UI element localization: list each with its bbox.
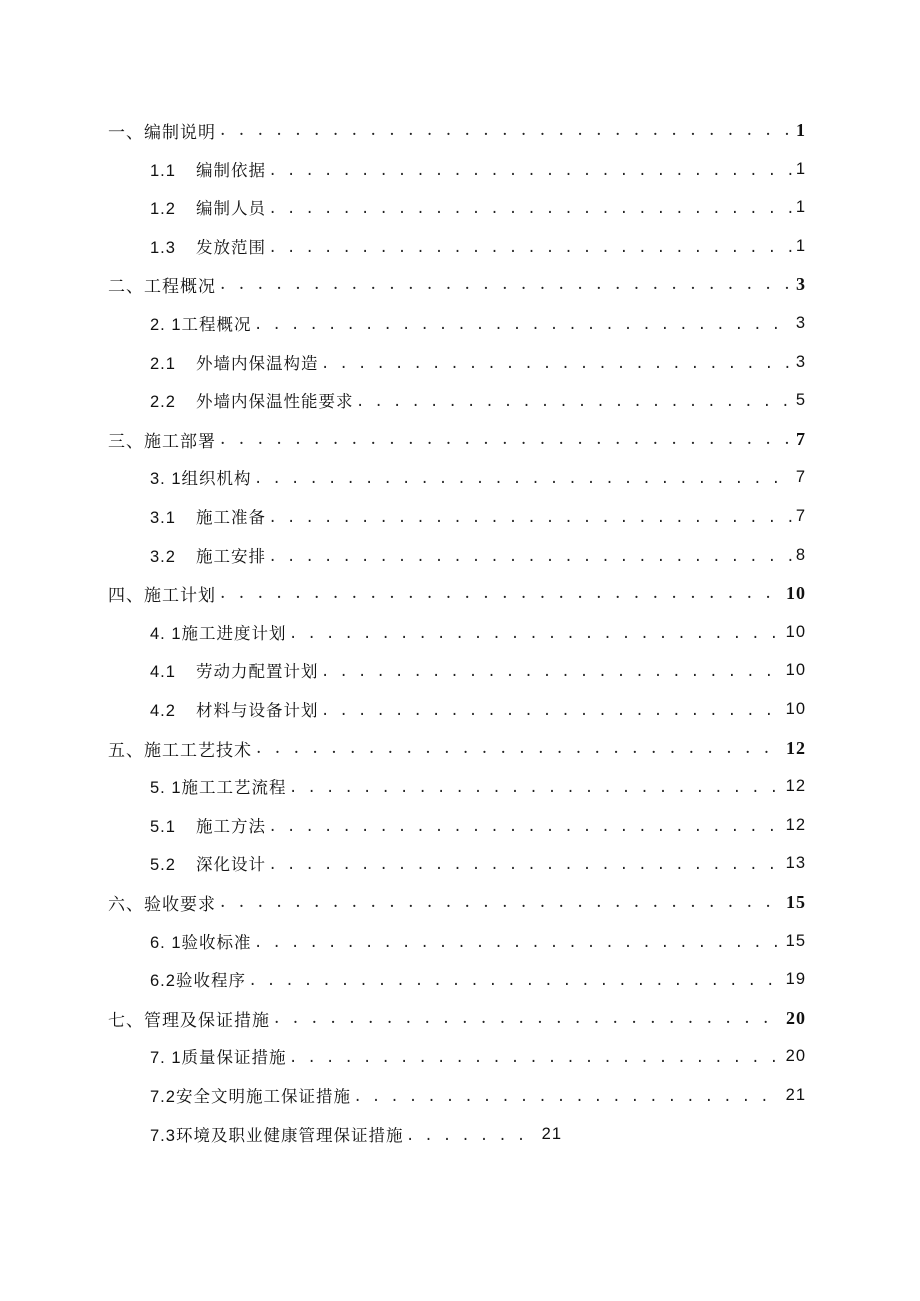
toc-page-number: 7	[795, 506, 806, 525]
dot-leader	[220, 583, 782, 603]
toc-entry-label	[150, 311, 252, 335]
toc-entry-label	[108, 272, 216, 297]
toc-chapter-entry[interactable]	[108, 732, 806, 764]
toc-page-number: 1	[795, 159, 806, 178]
toc-section-entry[interactable]	[150, 153, 806, 185]
toc-section-number: 2.2	[150, 393, 176, 411]
toc-entry-title: 编制人员	[196, 199, 266, 218]
toc-page-number: 12	[785, 815, 806, 834]
toc-section-number: 4.2	[150, 702, 176, 720]
toc-page-number: 10	[785, 699, 806, 718]
toc-section-number: 5. 1	[150, 779, 182, 797]
dot-leader	[256, 314, 792, 333]
toc-section-number: 2.1	[150, 355, 176, 373]
dot-leader	[291, 623, 782, 642]
toc-entry-label	[150, 388, 354, 412]
toc-entry-label	[150, 851, 266, 875]
dot-leader	[256, 932, 782, 951]
toc-entry-label	[150, 195, 266, 219]
toc-entry-label	[108, 118, 216, 143]
dot-leader	[270, 816, 782, 835]
toc-entry-label	[150, 350, 319, 374]
toc-page-number: 1	[795, 197, 806, 216]
toc-section-entry[interactable]	[150, 461, 806, 493]
toc-section-entry[interactable]	[150, 770, 806, 802]
toc-page-number: 20	[785, 1046, 806, 1065]
toc-entry-label	[150, 234, 266, 258]
toc-section-number: 5.2	[150, 856, 176, 874]
toc-section-number: 2. 1	[150, 316, 182, 334]
toc-entry-title: 材料与设备计划	[196, 701, 319, 720]
toc-page-number: 1	[795, 236, 806, 255]
toc-entry-title: 发放范围	[196, 238, 266, 257]
toc-entry-title: 三、施工部署	[108, 431, 216, 452]
dot-leader	[220, 892, 782, 912]
toc-entry-label	[150, 157, 266, 181]
dot-leader	[270, 507, 792, 526]
toc-entry-label	[150, 465, 252, 489]
toc-entry-title: 施工进度计划	[181, 624, 287, 643]
dot-leader	[270, 237, 792, 256]
toc-section-number: 1.2	[150, 200, 176, 218]
toc-section-number: 4.1	[150, 663, 176, 681]
toc-entry-title: 质量保证措施	[181, 1048, 287, 1067]
toc-entry-title: 验收标准	[181, 933, 252, 952]
toc-page-number: 10	[785, 660, 806, 679]
toc-chapter-entry[interactable]	[108, 1002, 806, 1034]
toc-entry-label	[150, 543, 266, 567]
toc-section-entry[interactable]	[150, 346, 806, 378]
toc-entry-title: 编制依据	[196, 161, 266, 180]
toc-entry-title: 施工工艺流程	[181, 778, 287, 797]
dot-leader	[220, 120, 792, 140]
toc-entry-title: 劳动力配置计划	[196, 662, 319, 681]
toc-section-number: 3.2	[150, 548, 176, 566]
toc-page-number: 1	[796, 119, 806, 140]
dot-leader	[270, 160, 792, 179]
toc-entry-label	[150, 697, 319, 721]
dot-leader	[274, 1008, 782, 1028]
toc-page-number: 12	[786, 737, 806, 758]
toc-chapter-entry[interactable]	[108, 268, 806, 300]
toc-chapter-entry[interactable]	[108, 886, 806, 918]
toc-section-entry[interactable]	[150, 654, 806, 686]
toc-section-number: 1.3	[150, 239, 176, 257]
toc-page-number: 5	[795, 390, 806, 409]
toc-entry-label	[150, 813, 266, 837]
toc-page-number: 13	[785, 853, 806, 872]
toc-section-entry[interactable]	[150, 1040, 806, 1072]
toc-chapter-entry[interactable]	[108, 114, 806, 146]
toc-page-number: 20	[786, 1007, 806, 1028]
toc-section-number: 4. 1	[150, 625, 182, 643]
toc-chapter-entry[interactable]	[108, 423, 806, 455]
toc-section-entry[interactable]	[150, 307, 806, 339]
toc-page-number: 15	[786, 891, 806, 912]
toc-page-number: 8	[795, 545, 806, 564]
dot-leader	[270, 854, 782, 873]
dot-leader	[256, 468, 792, 487]
toc-page-number: 19	[785, 969, 806, 988]
toc-section-entry[interactable]	[150, 539, 806, 571]
toc-page-number: 10	[786, 582, 806, 603]
toc-section-entry[interactable]	[150, 1079, 806, 1111]
dot-leader	[323, 661, 782, 680]
dot-leader	[250, 970, 782, 989]
dot-leader	[291, 1047, 782, 1066]
dot-leader	[256, 738, 782, 758]
toc-entry-label	[108, 427, 216, 452]
toc-entry-title: 外墙内保温性能要求	[196, 392, 354, 411]
toc-page-number: 3	[795, 352, 806, 371]
toc-section-entry[interactable]	[150, 616, 806, 648]
toc-entry-label	[150, 504, 266, 528]
dot-leader	[220, 429, 792, 449]
toc-section-number: 7.2	[150, 1088, 176, 1106]
toc-entry-title: 施工准备	[196, 508, 266, 527]
dot-leader	[323, 353, 792, 372]
toc-section-entry[interactable]	[150, 693, 806, 725]
toc-entry-title: 验收程序	[175, 971, 246, 990]
toc-page-number: 7	[795, 467, 806, 486]
toc-page-number: 7	[796, 428, 806, 449]
toc-entry-title: 五、施工工艺技术	[108, 740, 252, 761]
toc-section-entry[interactable]	[150, 191, 806, 223]
toc-page-number: 3	[795, 313, 806, 332]
toc-section-number: 3. 1	[150, 470, 182, 488]
toc-entry-title: 四、施工计划	[108, 585, 216, 606]
toc-section-entry[interactable]	[150, 384, 806, 416]
toc-entry-title: 深化设计	[196, 855, 266, 874]
toc-entry-title: 工程概况	[181, 315, 252, 334]
toc-page-number: 15	[785, 931, 806, 950]
toc-section-entry[interactable]	[150, 925, 806, 957]
toc-section-number: 6.2	[150, 972, 176, 990]
toc-section-entry[interactable]	[150, 230, 806, 262]
toc-entry-title: 外墙内保温构造	[196, 354, 319, 373]
toc-section-entry[interactable]	[150, 847, 806, 879]
toc-section-entry[interactable]	[150, 500, 806, 532]
dot-leader	[291, 777, 782, 796]
toc-section-number: 3.1	[150, 509, 176, 527]
toc-entry-label	[108, 736, 252, 761]
toc-entry-label	[150, 774, 287, 798]
toc-entry-title: 环境及职业健康管理保证措施	[175, 1126, 404, 1145]
toc-entry-title: 施工方法	[196, 817, 266, 836]
toc-chapter-entry[interactable]	[108, 577, 806, 609]
toc-entry-label	[150, 1044, 287, 1068]
toc-section-number: 7. 1	[150, 1049, 182, 1067]
toc-page-number: 21	[541, 1124, 562, 1143]
toc-entry-label	[150, 658, 319, 682]
toc-page-number: 10	[785, 622, 806, 641]
toc-entry-title: 一、编制说明	[108, 122, 216, 143]
toc-section-entry[interactable]	[150, 809, 806, 841]
toc-page-number: 3	[796, 273, 806, 294]
toc-entry-label	[150, 967, 246, 991]
toc-entry-label	[108, 581, 216, 606]
toc-entry-title: 六、验收要求	[108, 894, 216, 915]
toc-entry-title: 施工安排	[196, 547, 266, 566]
toc-section-number: 7.3	[150, 1127, 176, 1145]
toc-section-number: 6. 1	[150, 934, 182, 952]
toc-section-entry[interactable]	[150, 1118, 562, 1150]
dot-leader	[323, 700, 782, 719]
dot-leader	[355, 1086, 782, 1105]
toc-section-number: 5.1	[150, 818, 176, 836]
toc-page-number: 21	[785, 1085, 806, 1104]
dot-leader	[270, 198, 792, 217]
toc-entry-title: 安全文明施工保证措施	[175, 1087, 351, 1106]
toc-page-number: 12	[785, 776, 806, 795]
toc-entry-label	[150, 929, 252, 953]
dot-leader	[220, 274, 792, 294]
toc-entry-label	[108, 1006, 270, 1031]
dot-leader	[358, 391, 792, 410]
toc-entry-title: 二、工程概况	[108, 276, 216, 297]
toc-section-number: 1.1	[150, 162, 176, 180]
dot-leader	[407, 1125, 537, 1144]
toc-entry-title: 组织机构	[181, 469, 252, 488]
toc-entry-label	[150, 620, 287, 644]
toc-entry-label	[108, 890, 216, 915]
toc-entry-label	[150, 1122, 403, 1146]
dot-leader	[270, 546, 792, 565]
toc-section-entry[interactable]	[150, 963, 806, 995]
toc-entry-title: 七、管理及保证措施	[108, 1010, 270, 1031]
toc-entry-label	[150, 1083, 351, 1107]
